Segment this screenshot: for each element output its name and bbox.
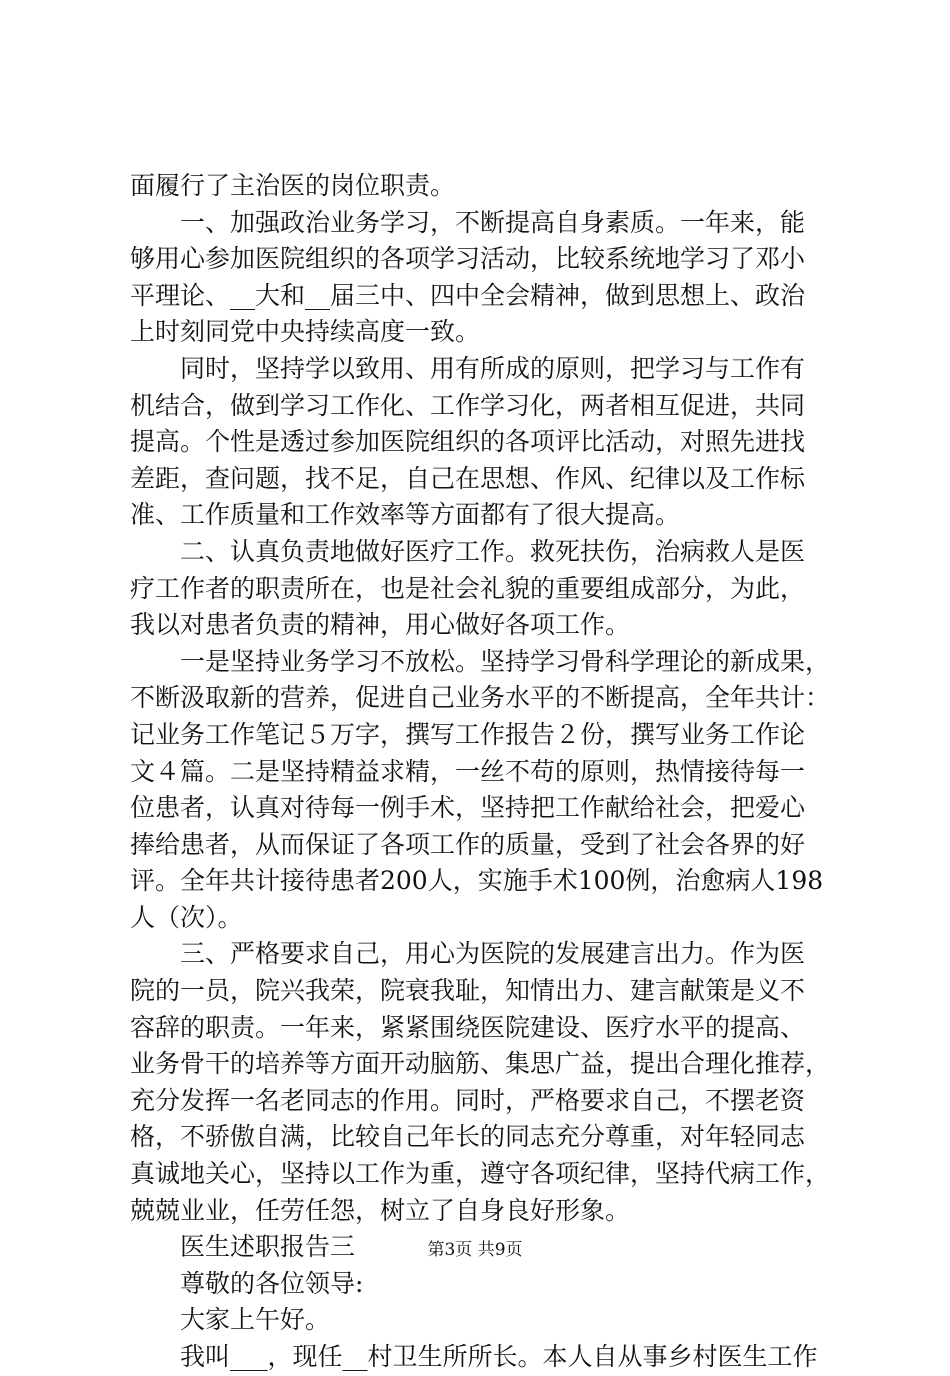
text-line: 文４篇。二是坚持精益求精，一丝不苟的原则，热情接待每一 bbox=[130, 756, 806, 786]
text-line: 我以对患者负责的精神，用心做好各项工作。 bbox=[130, 610, 631, 640]
text-line: 一是坚持业务学习不放松。坚持学习骨科学理论的新成果， bbox=[130, 646, 831, 676]
text-line: 位患者，认真对待每一例手术，坚持把工作献给社会，把爱心 bbox=[130, 793, 806, 823]
text-line: 兢兢业业，任劳任怨，树立了自身良好形象。 bbox=[130, 1195, 631, 1225]
text-line: 真诚地关心，坚持以工作为重，遵守各项纪律，坚持代病工作， bbox=[130, 1159, 831, 1189]
text-line: 够用心参加医院组织的各项学习活动，比较系统地学习了邓小 bbox=[130, 244, 806, 274]
text-line: 一、加强政治业务学习，不断提高自身素质。一年来，能 bbox=[130, 207, 806, 237]
text-line: 提高。个性是透过参加医院组织的各项评比活动，对照先进找 bbox=[130, 427, 806, 457]
text-line: 格，不骄傲自满，比较自己年长的同志充分尊重，对年轻同志 bbox=[130, 1122, 806, 1152]
text-line: 充分发挥一名老同志的作用。同时，严格要求自己，不摆老资 bbox=[130, 1085, 806, 1115]
salutation: 尊敬的各位领导: bbox=[130, 1268, 364, 1298]
text-line: 捧给患者，从而保证了各项工作的质量，受到了社会各界的好 bbox=[130, 829, 806, 859]
text-line: 差距，查问题，找不足，自己在思想、作风、纪律以及工作标 bbox=[130, 463, 806, 493]
text-line: 业务骨干的培养等方面开动脑筋、集思广益，提出合理化推荐， bbox=[130, 1049, 831, 1079]
text-line: 三、严格要求自己，用心为医院的发展建言出力。作为医 bbox=[130, 939, 806, 969]
section-heading: 医生述职报告三 bbox=[130, 1232, 356, 1262]
page-number-footer: 第3页 共9页 bbox=[427, 1240, 523, 1260]
text-line: 面履行了主治医的岗位职责。 bbox=[130, 171, 456, 200]
text-line: 我叫___，现任__村卫生所所长。本人自从事乡村医生工作 bbox=[130, 1342, 818, 1371]
text-line: 机结合，做到学习工作化、工作学习化，两者相互促进，共同 bbox=[130, 390, 806, 420]
text-line: 院的一员，院兴我荣，院衰我耻，知情出力、建言献策是义不 bbox=[130, 976, 806, 1006]
text-line: 人（次）。 bbox=[130, 902, 243, 932]
text-line: 二、认真负责地做好医疗工作。救死扶伤，治病救人是医 bbox=[130, 536, 806, 566]
text-line: 不断汲取新的营养，促进自己业务水平的不断提高，全年共计： bbox=[130, 683, 831, 713]
text-line: 容辞的职责。一年来，紧紧围绕医院建设、医疗水平的提高、 bbox=[130, 1012, 806, 1042]
text-line: 疗工作者的职责所在，也是社会礼貌的重要组成部分，为此， bbox=[130, 573, 806, 603]
text-line: 上时刻同党中央持续高度一致。 bbox=[130, 317, 481, 347]
text-line: 平理论、__大和__届三中、四中全会精神，做到思想上、政治 bbox=[130, 280, 806, 310]
text-line: 评。全年共计接待患者200人，实施手术100例，治愈病人198 bbox=[130, 866, 824, 896]
text-line: 准、工作质量和工作效率等方面都有了很大提高。 bbox=[130, 500, 681, 530]
document-body bbox=[130, 168, 840, 1376]
greeting: 大家上午好。 bbox=[130, 1305, 331, 1335]
text-line: 记业务工作笔记５万字，撰写工作报告２份，撰写业务工作论 bbox=[130, 719, 806, 749]
text-line: 同时，坚持学以致用、用有所成的原则，把学习与工作有 bbox=[130, 353, 806, 383]
